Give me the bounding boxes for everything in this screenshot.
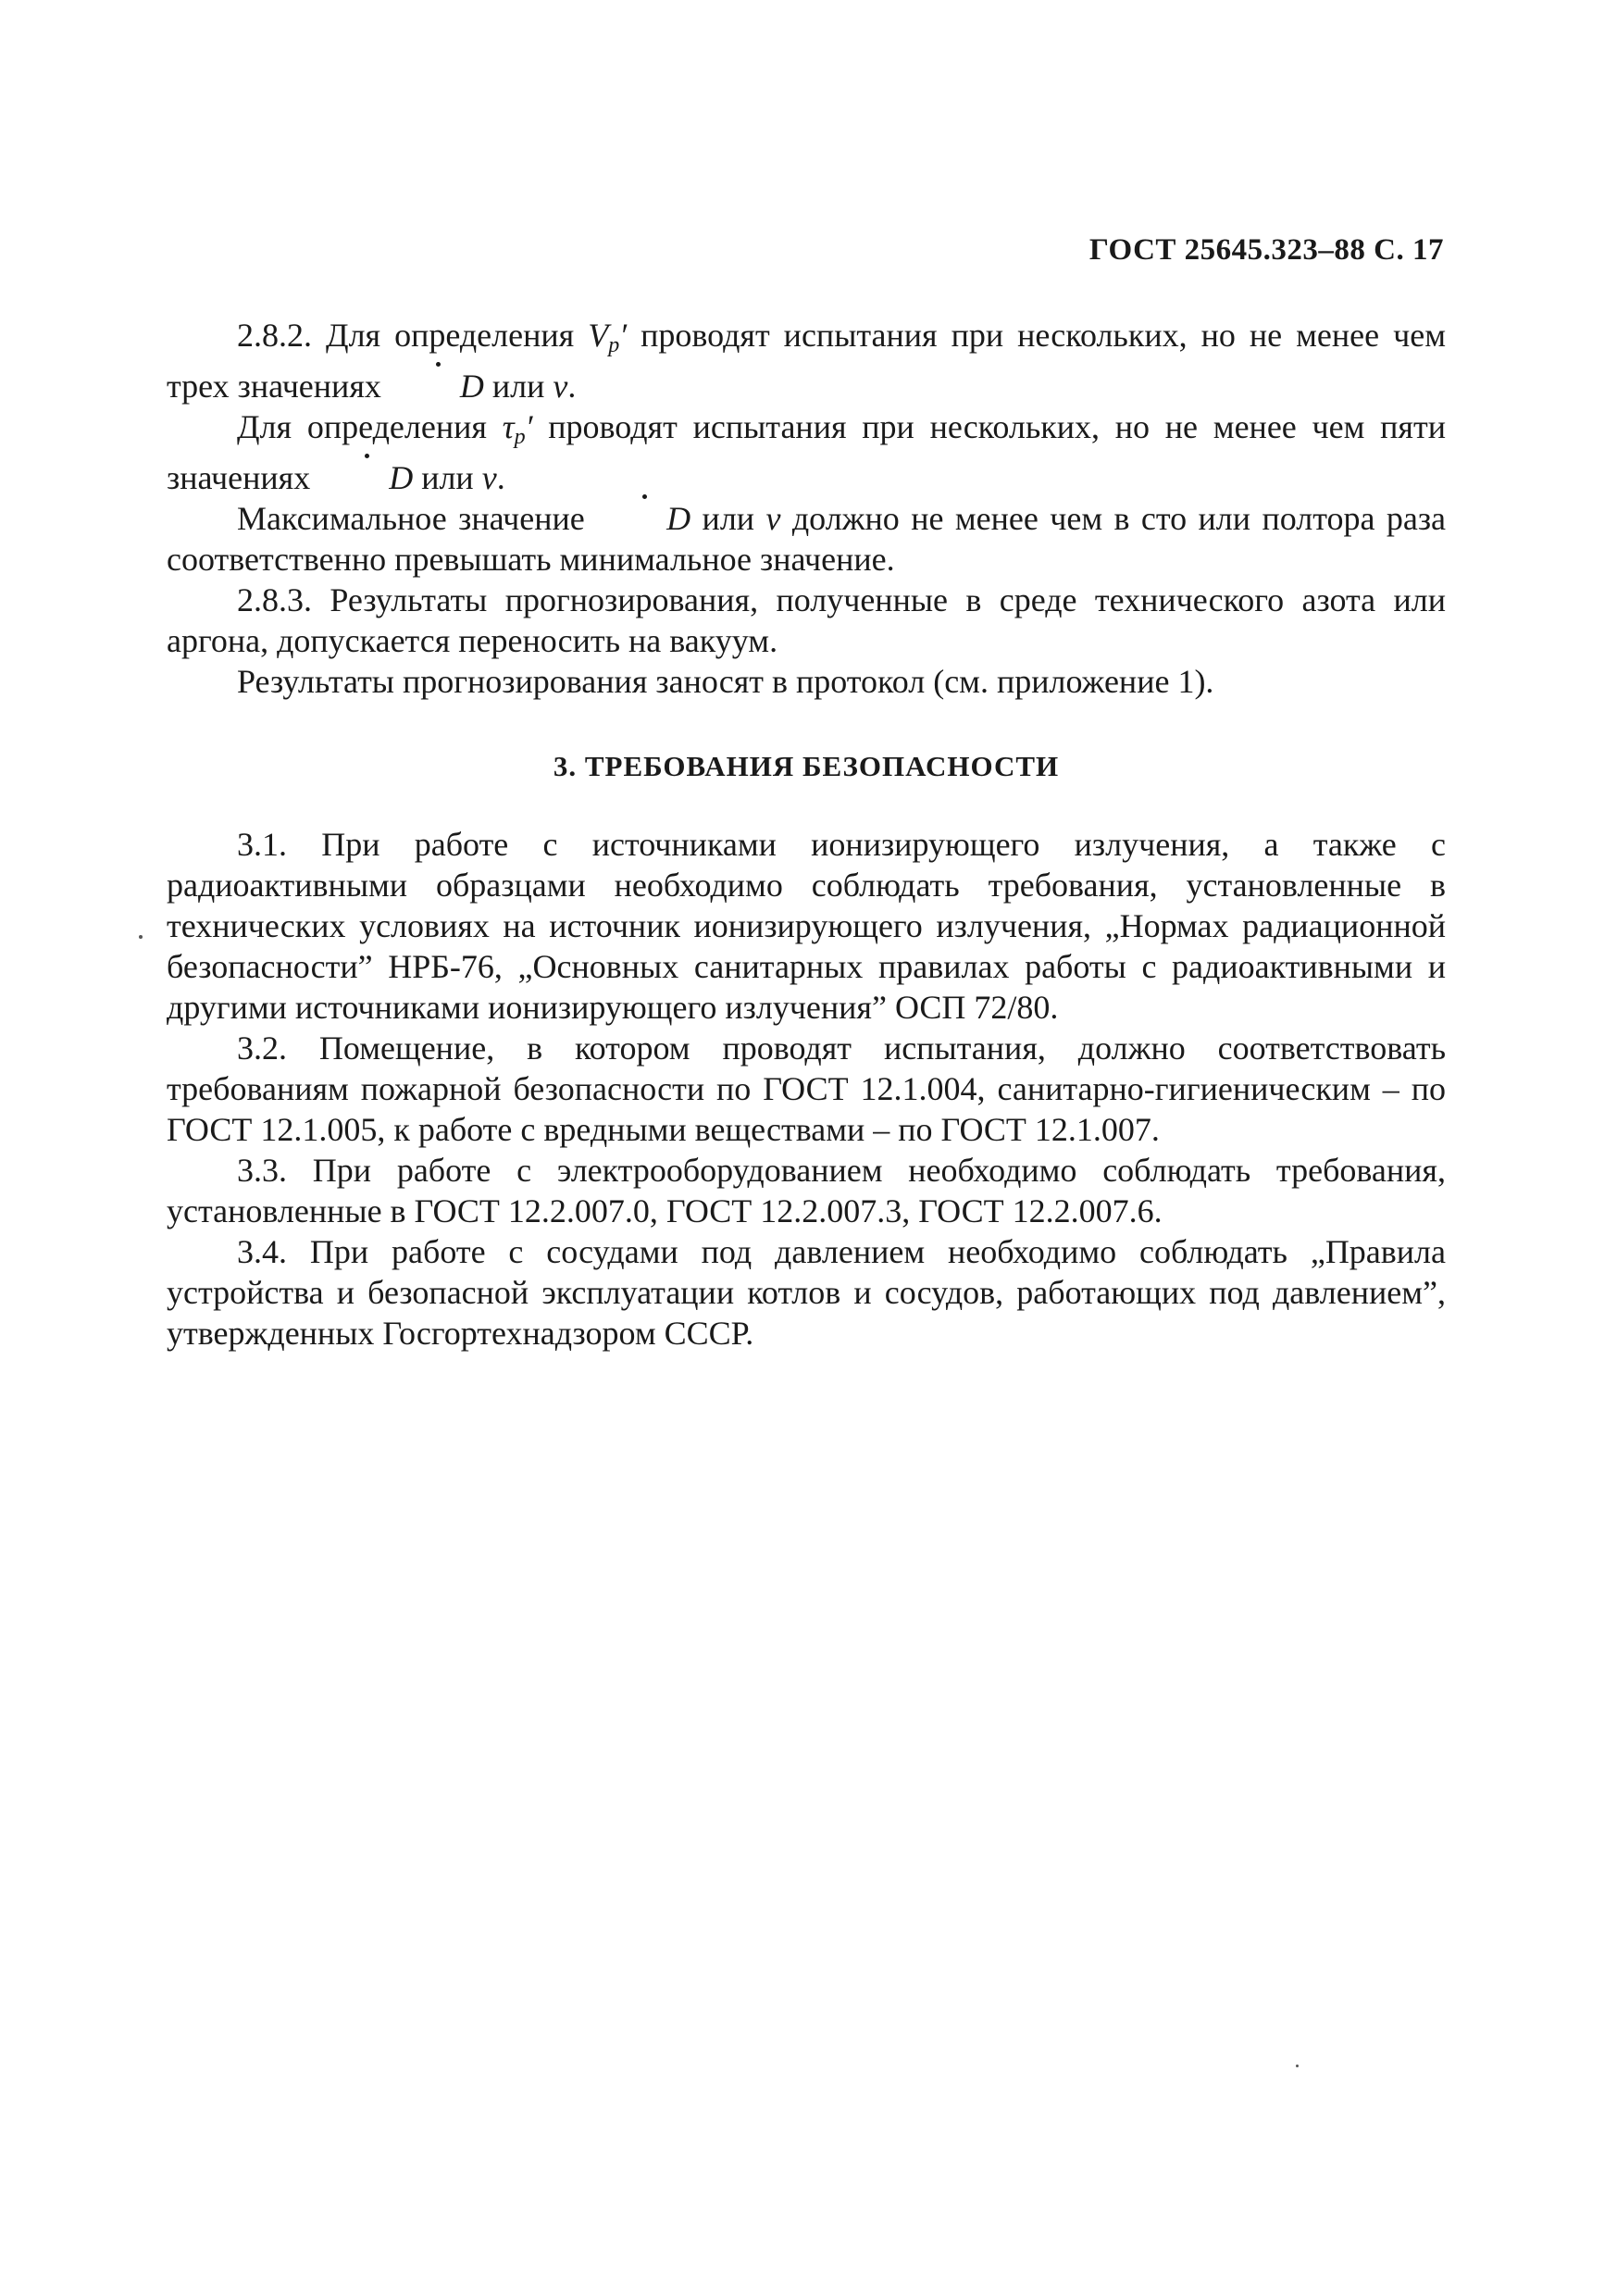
paragraph-tau [167,406,1446,498]
text-run: должно не менее чем в сто или полтора раза соответственно превышать минимальное значение. [167,500,1447,578]
symbol-tau: $\tau_р'$ [502,408,533,449]
paragraph-3-4: 3.4. При работе с сосудами под давлением необходимо соблюдать „Правила устройства и безопасной эксплуатации котлов и сосудов, работающих под давлением”, утвержденных Госгортехнадзором СССР. [167,1233,1446,1352]
text-run: . [567,368,577,405]
text-run: проводят испытания при нескольких, но не менее чем трех значениях [167,317,1446,405]
section-title: 3. ТРЕБОВАНИЯ БЕЗОПАСНОСТИ [553,750,1060,782]
text-run: Максимальное значение [237,500,597,537]
text-run: Для определения [237,408,503,445]
symbol-vp: $V_р'$ [588,317,628,357]
paragraph-3-2: 3.2. Помещение, в котором проводят испытания, должно соответствовать требованиям пожарной безопасности по ГОСТ 12.1.004, санитарно-гигиеническим – по ГОСТ 12.1.005, к работе с вредными веществами – по ГОСТ 12.1.007. [167,1029,1446,1148]
symbol-nu: ν [553,368,568,405]
scan-speck [1296,2065,1299,2067]
text-run: проводят испытания при нескольких, но не менее чем пяти значениях [167,408,1446,496]
symbol-d-dot: D [596,498,690,539]
symbol-nu: ν [481,459,497,496]
symbol-nu: ν [765,500,781,537]
paragraph-results-protocol: Результаты прогнозирования заносят в протокол (см. приложение 1). [237,663,1214,700]
text-run: или [413,459,482,496]
paragraph-2-8-2 [167,315,1446,406]
document-body [167,315,1446,1354]
text-run: или [690,500,766,537]
symbol-d-dot: D [318,457,413,498]
symbol-d-dot: D [390,366,484,406]
paragraph-2-8-3: 2.8.3. Результаты прогнозирования, полученные в среде технического азота или аргона, допускается переносить на вакуум. [167,581,1446,659]
page-header: ГОСТ 25645.323–88 С. 17 [1088,233,1444,267]
paragraph-max-value [167,498,1446,580]
text-run: . [496,459,505,496]
paragraph-3-1: 3.1. При работе с источниками ионизирующего излучения, а также с радиоактивными образцами необходимо соблюдать требования, установленные в технических условиях на источник ионизирующего излучения, „Нормах радиационной безопасности” НРБ-76, „Основных санитарных правилах работы с радиоактивными и другими источниками ионизирующего излучения” ОСП 72/80. [167,826,1446,1026]
paragraph-3-3: 3.3. При работе с электрооборудованием необходимо соблюдать требования, установленные в ГОСТ 12.2.007.0, ГОСТ 12.2.007.3, ГОСТ 12.2.007.6. [167,1152,1446,1229]
text-run: или [483,368,554,405]
text-run: 2.8.2. Для определения [237,317,589,354]
scan-speck [139,935,143,939]
